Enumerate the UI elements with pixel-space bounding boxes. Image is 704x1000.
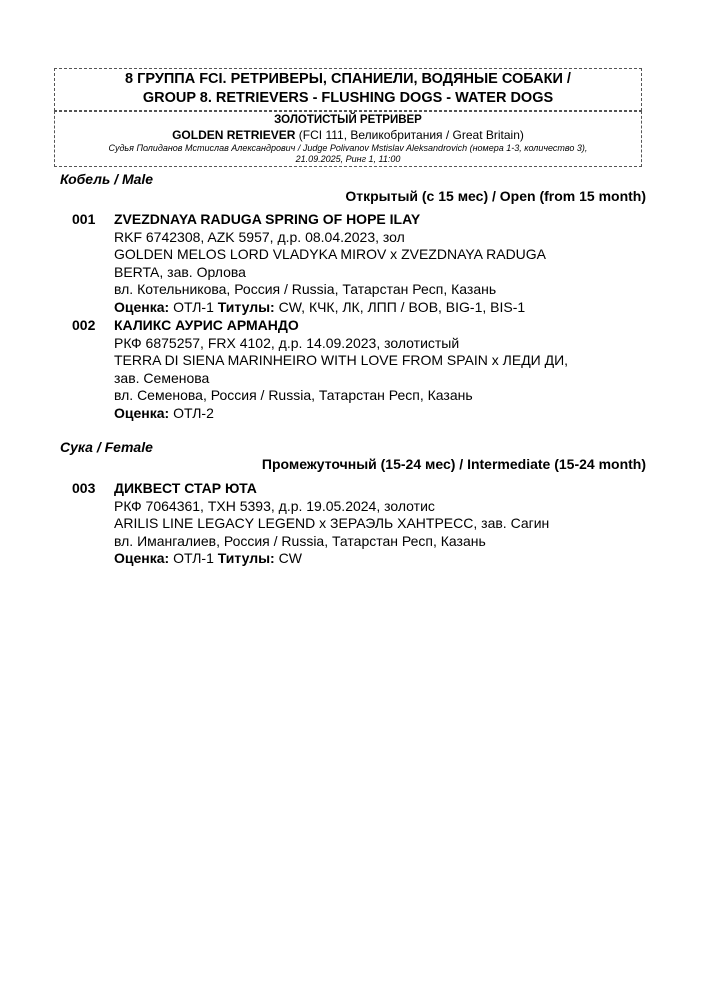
group-header	[54, 68, 642, 111]
owner-info: вл. Имангалиев, Россия / Russia, Татарстан Респ, Казань	[114, 532, 486, 549]
catalog-entry-003	[72, 480, 632, 568]
class-heading-open: Открытый (с 15 мес) / Open (from 15 month)	[345, 188, 646, 204]
entry-number: 003	[72, 480, 96, 496]
parents-line: GOLDEN MELOS LORD VLADYKA MIROV x ZVEZDNAYA RADUGA	[114, 246, 547, 263]
registration-info: РКФ 6875257, FRX 4102, д.р. 14.09.2023, золотистый	[114, 334, 460, 351]
result-line	[114, 299, 632, 317]
parents-line-cont: зав. Семенова	[114, 369, 210, 386]
grade-label: Оценка:	[114, 298, 170, 315]
sex-heading-female: Сука / Female	[60, 439, 153, 455]
judge-info	[55, 143, 641, 165]
sex-heading-male: Кобель / Male	[60, 171, 154, 187]
group-title-en: GROUP 8. RETRIEVERS - FLUSHING DOGS - WATER DOGS	[142, 90, 554, 106]
breed-header	[54, 111, 642, 167]
titles-label: Титулы:	[217, 550, 275, 567]
dog-name: ZVEZDNAYA RADUGA SPRING OF HOPE ILAY	[114, 211, 421, 227]
grade-label: Оценка:	[114, 550, 170, 567]
titles-value: CW, КЧК, ЛК, ЛПП / BOB, BIG-1, BIS-1	[278, 298, 526, 315]
owner-info: вл. Семенова, Россия / Russia, Татарстан Респ, Казань	[114, 387, 473, 404]
registration-info: РКФ 7064361, TXH 5393, д.р. 19.05.2024, золотис	[114, 497, 435, 514]
grade-value: ОТЛ-1	[173, 298, 214, 315]
owner-info: вл. Котельникова, Россия / Russia, Татарстан Респ, Казань	[114, 281, 497, 298]
catalog-entry-002	[72, 317, 632, 423]
breed-name-en: GOLDEN RETRIEVER	[172, 128, 296, 142]
titles-value: CW	[278, 550, 302, 567]
dog-name: КАЛИКС АУРИС АРМАНДО	[114, 317, 299, 333]
class-heading-intermediate: Промежуточный (15-24 мес) / Intermediate (15-24 month)	[261, 456, 646, 472]
parents-line-cont: BERTA, зав. Орлова	[114, 263, 246, 280]
breed-fci-info: (FCI 111, Великобритания / Great Britain)	[298, 128, 524, 142]
titles-label: Титулы:	[217, 298, 275, 315]
entry-number: 002	[72, 317, 96, 333]
parents-line: ARILIS LINE LEGACY LEGEND x ЗЕРАЭЛЬ ХАНТРЕСС, зав. Сагин	[114, 515, 550, 532]
breed-name-line	[55, 128, 641, 143]
result-line	[114, 405, 632, 423]
grade-value: ОТЛ-1	[173, 550, 214, 567]
judge-line: Судья Полиданов Мстислав Александрович / Judge Polivanov Mstislav Aleksandrovich (номера 1-3, количество 3),	[108, 143, 588, 153]
grade-value: ОТЛ-2	[173, 404, 214, 421]
grade-label: Оценка:	[114, 404, 170, 421]
entry-number: 001	[72, 211, 96, 227]
date-ring: 21.09.2025, Ринг 1, 11:00	[295, 154, 401, 164]
breed-name-ru: ЗОЛОТИСТЫЙ РЕТРИВЕР	[274, 114, 422, 126]
catalog-entry-001	[72, 211, 632, 317]
dog-name: ДИКВЕСТ СТАР ЮТА	[114, 480, 257, 496]
group-title-ru: 8 ГРУППА FCI. РЕТРИВЕРЫ, СПАНИЕЛИ, ВОДЯНЫЕ СОБАКИ /	[125, 71, 571, 87]
registration-info: RKF 6742308, AZK 5957, д.р. 08.04.2023, зол	[114, 228, 405, 245]
result-line	[114, 550, 632, 568]
parents-line: TERRA DI SIENA MARINHEIRO WITH LOVE FROM SPAIN x ЛЕДИ ДИ,	[114, 352, 569, 369]
